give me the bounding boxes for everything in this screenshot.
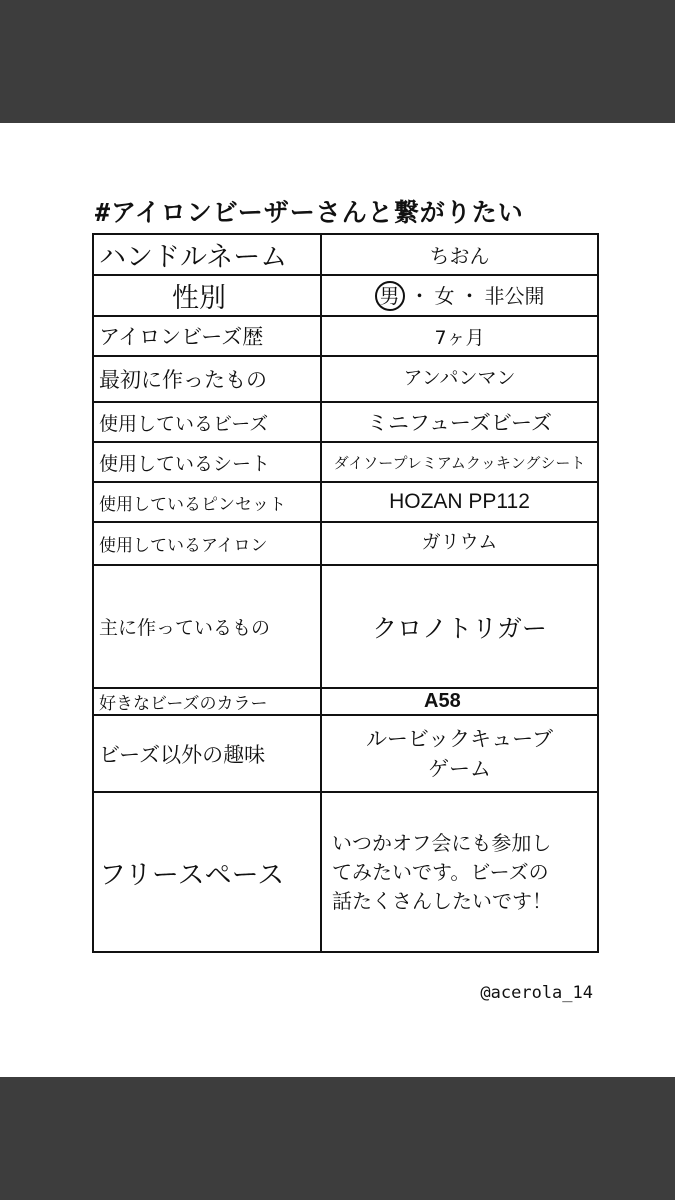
row-value-handle: ちおん bbox=[321, 234, 598, 275]
row-value-sheet: ダイソープレミアムクッキングシート bbox=[321, 442, 598, 482]
row-label-first: 最初に作ったもの bbox=[93, 356, 321, 402]
table-row bbox=[93, 792, 598, 952]
gender-separator: ・ bbox=[459, 284, 480, 308]
row-value-beads: ミニフューズビーズ bbox=[321, 402, 598, 442]
hobby-line: ルービックキューブ bbox=[365, 726, 554, 751]
row-value-iron: ガリウム bbox=[321, 522, 598, 565]
free-line: いつかオフ会にも参加し bbox=[332, 830, 552, 855]
row-label-hobby: ビーズ以外の趣味 bbox=[93, 715, 321, 792]
gender-option-selected: 男 bbox=[375, 281, 405, 311]
top-letterbox-bar bbox=[0, 0, 675, 123]
gender-option: 非公開 bbox=[484, 284, 545, 308]
row-label-gender: 性別 bbox=[93, 275, 321, 316]
table-row bbox=[93, 715, 598, 792]
gender-separator: ・ bbox=[409, 284, 430, 308]
row-value-tweezers: HOZAN PP112 bbox=[321, 482, 598, 522]
table-row bbox=[93, 234, 598, 275]
table-row bbox=[93, 316, 598, 356]
row-value-history: 7ヶ月 bbox=[321, 316, 598, 356]
table-row bbox=[93, 275, 598, 316]
row-label-color: 好きなビーズのカラー bbox=[93, 688, 321, 715]
row-value-free bbox=[321, 792, 598, 952]
sheet-title: #アイロンビーザーさんと繋がりたい bbox=[95, 198, 524, 227]
table-row bbox=[93, 356, 598, 402]
free-line: 話たくさんしたいです！ bbox=[332, 888, 552, 913]
row-label-handle: ハンドルネーム bbox=[93, 234, 321, 275]
row-label-beads: 使用しているビーズ bbox=[93, 402, 321, 442]
row-value-first: アンパンマン bbox=[321, 356, 598, 402]
row-label-history: アイロンビーズ歴 bbox=[93, 316, 321, 356]
row-value-main: クロノトリガー bbox=[321, 565, 598, 688]
row-label-sheet: 使用しているシート bbox=[93, 442, 321, 482]
table-row bbox=[93, 402, 598, 442]
row-value-hobby bbox=[321, 715, 598, 792]
profile-table bbox=[92, 233, 599, 953]
row-label-iron: 使用しているアイロン bbox=[93, 522, 321, 565]
free-line: てみたいです。ビーズの bbox=[332, 859, 549, 884]
author-credit: @acerola_14 bbox=[480, 983, 593, 1003]
row-label-main: 主に作っているもの bbox=[93, 565, 321, 688]
row-label-free: フリースペース bbox=[93, 792, 321, 952]
hobby-line: ゲーム bbox=[428, 756, 491, 781]
row-value-color: A58 bbox=[321, 688, 598, 715]
bottom-letterbox-bar bbox=[0, 1077, 675, 1200]
row-value-gender bbox=[321, 275, 598, 316]
table-row bbox=[93, 565, 598, 688]
table-row bbox=[93, 482, 598, 522]
table-row bbox=[93, 522, 598, 565]
gender-option: 女 bbox=[434, 284, 455, 308]
row-label-tweezers: 使用しているピンセット bbox=[93, 482, 321, 522]
table-row bbox=[93, 442, 598, 482]
table-row bbox=[93, 688, 598, 715]
